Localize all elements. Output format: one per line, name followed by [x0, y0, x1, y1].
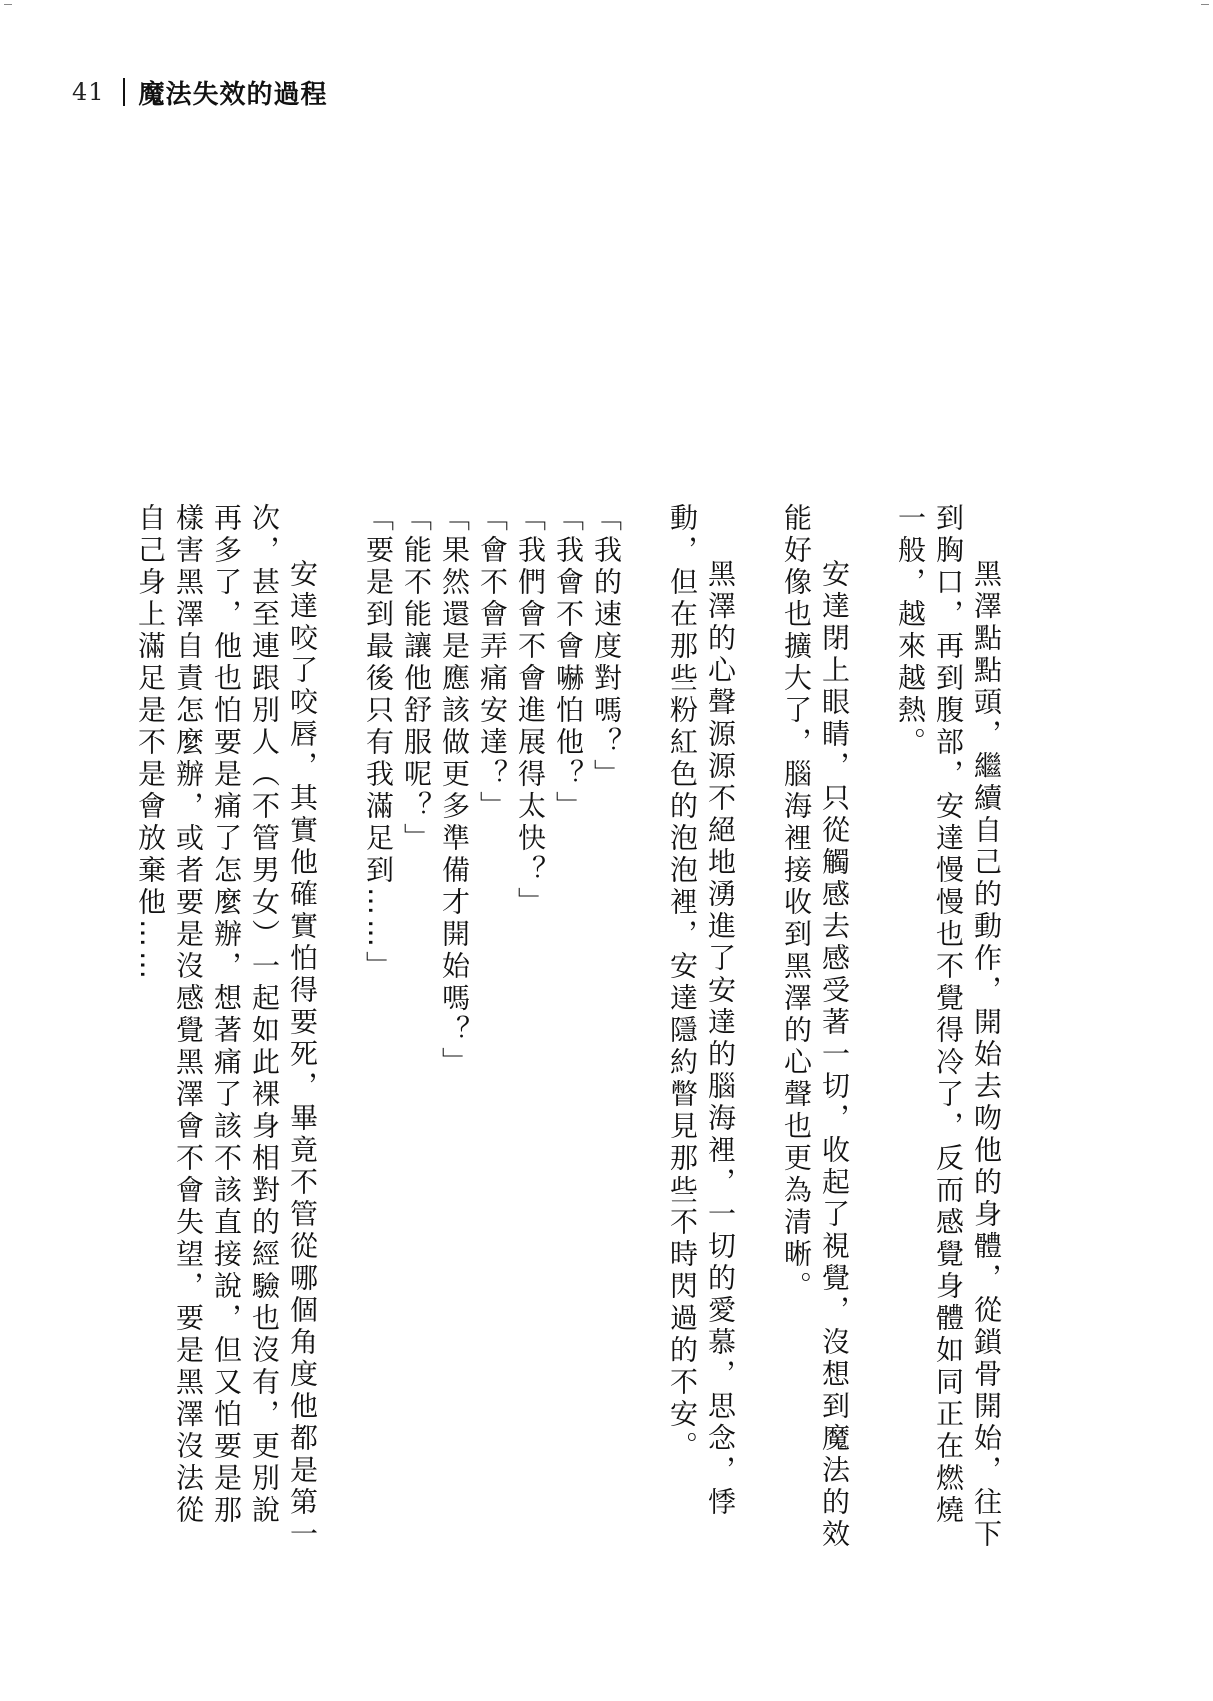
- closing-paragraph: 安達咬了咬唇，其實他確實怕得要死，畢竟不管從哪個角度他都是第一次，甚至連跟別人（不管男女）一起如此裸身相對的經驗也沒有，更別說再多了，他也怕要是痛了怎麼辦，想著痛了該不該直接說，但又怕要是那樣害黑澤自責怎麼辦，或者要是沒感覺黑澤會不會失望，要是黑澤沒法從自己身上滿足是不是會放棄他……: [134, 503, 319, 1551]
- paragraph-2: 安達閉上眼睛，只從觸感去感受著一切，收起了視覺，沒想到魔法的效能好像也擴大了，腦海裡接收到黑澤的心聲也更為清晰。: [780, 503, 851, 1551]
- dialogue-line-5: 「果然還是應該做更多準備才開始嗎？」: [438, 503, 471, 1079]
- page-number: 41: [72, 78, 105, 106]
- dialogue-line-1: 「我的速度對嗎？」: [590, 503, 623, 791]
- crop-mark-left: [4, 4, 12, 5]
- dialogue-line-2: 「我會不會嚇怕他？」: [552, 503, 585, 823]
- dialogue-line-7: 「要是到最後只有我滿足到……」: [362, 503, 395, 983]
- header-divider: [123, 78, 125, 106]
- running-head: [72, 74, 328, 110]
- dialogue-line-4: 「會不會弄痛安達？」: [476, 503, 509, 823]
- vertical-body-text: [134, 503, 1005, 1553]
- paragraph-3: 黑澤的心聲源源不絕地湧進了安達的腦海裡，一切的愛慕，思念，悸動，但在那些粉紅色的泡泡裡，安達隱約瞥見那些不時閃過的不安。: [666, 503, 737, 1519]
- chapter-title: 魔法失效的過程: [138, 79, 328, 110]
- dialogue-line-6: 「能不能讓他舒服呢？」: [400, 503, 433, 855]
- crop-mark-right: [1201, 4, 1209, 5]
- paragraph-1: 黑澤點點頭，繼續自己的動作，開始去吻他的身體，從鎖骨開始，往下到胸口，再到腹部，安達慢慢也不覺得冷了，反而感覺身體如同正在燃燒一般，越來越熱。: [894, 503, 1003, 1551]
- dialogue-line-3: 「我們會不會進展得太快？」: [514, 503, 547, 919]
